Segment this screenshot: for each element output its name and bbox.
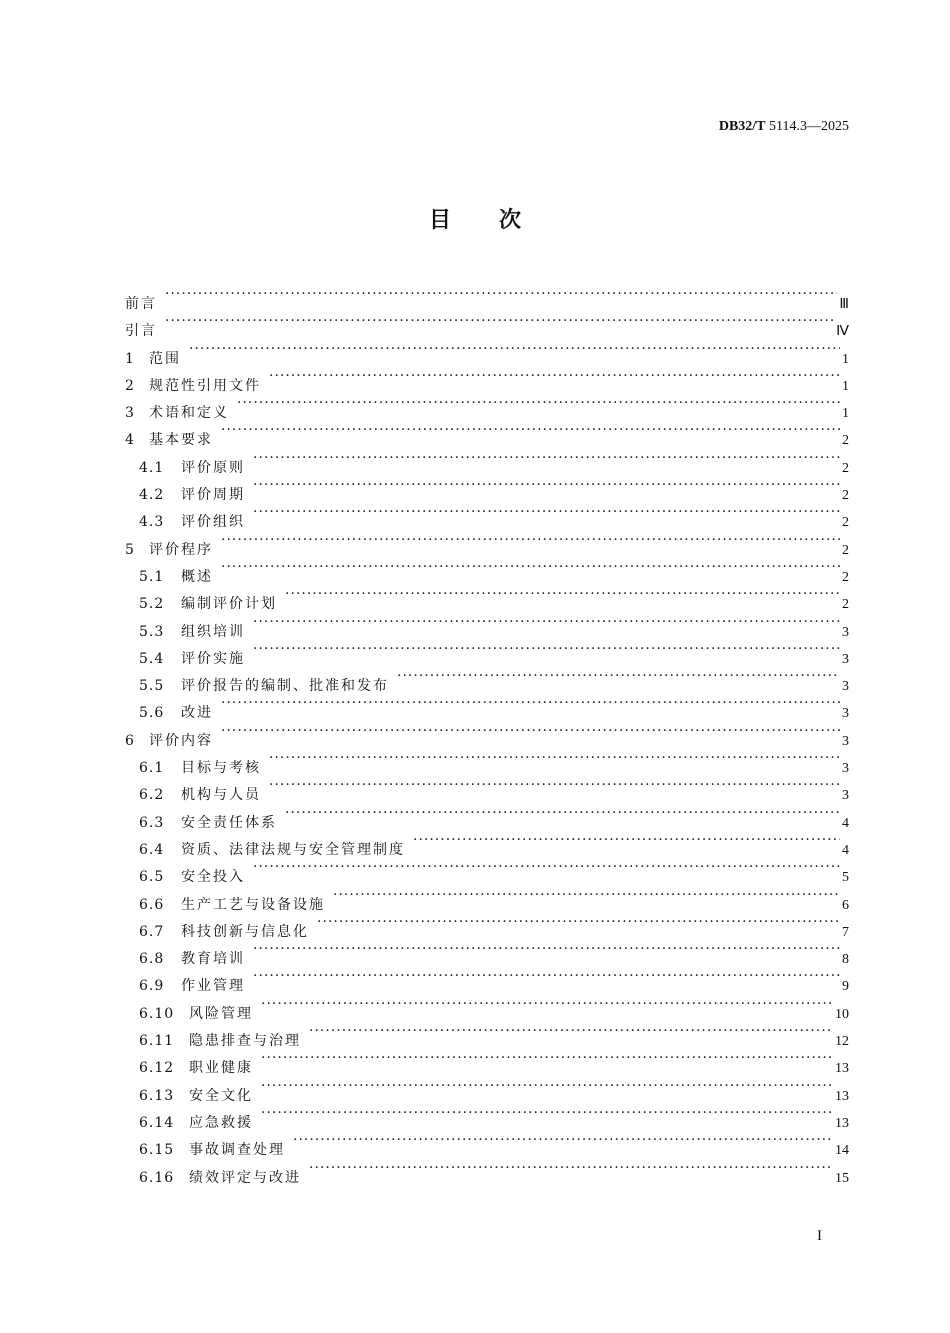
toc-leader-dots bbox=[237, 390, 840, 417]
toc-entry-label: 应急救援 bbox=[189, 1114, 253, 1131]
toc-entry-label: 基本要求 bbox=[149, 432, 213, 449]
toc-entry-number: 6 bbox=[125, 732, 135, 749]
toc-entry[interactable] bbox=[125, 363, 849, 394]
toc-entry-number: 5.3 bbox=[139, 623, 165, 640]
toc-entry-label: 职业健康 bbox=[189, 1060, 253, 1077]
toc-entry-label: 评价程序 bbox=[149, 541, 213, 558]
toc-leader-dots bbox=[309, 1018, 833, 1045]
toc-entry-number: 6.12 bbox=[139, 1060, 175, 1077]
toc-entry-page: 3 bbox=[842, 733, 849, 749]
toc-entry-number: 4.2 bbox=[139, 487, 165, 504]
toc-leader-dots bbox=[309, 1155, 833, 1182]
toc-entry-label: 事故调查处理 bbox=[189, 1142, 285, 1159]
toc-entry-page: 1 bbox=[842, 406, 849, 422]
page-number: I bbox=[817, 1228, 822, 1244]
toc-leader-dots bbox=[261, 991, 833, 1018]
toc-entry-number: 6.2 bbox=[139, 787, 165, 804]
toc-entry-label: 组织培训 bbox=[181, 623, 245, 640]
toc-entry-page: 3 bbox=[842, 651, 849, 667]
toc-entry-label: 规范性引用文件 bbox=[149, 377, 261, 394]
toc-entry-page: 10 bbox=[835, 1006, 849, 1022]
toc-entry-number: 5.5 bbox=[139, 678, 165, 695]
toc-entry-number: 5.4 bbox=[139, 650, 165, 667]
toc-entry-number: 6.14 bbox=[139, 1114, 175, 1131]
toc-entry-page: 4 bbox=[842, 842, 849, 858]
toc-entry-number: 6.8 bbox=[139, 951, 165, 968]
toc-entry-page: 3 bbox=[842, 624, 849, 640]
toc-entry-number: 6.11 bbox=[139, 1033, 175, 1050]
toc-leader-dots bbox=[261, 1073, 833, 1100]
toc-entry-label: 绩效评定与改进 bbox=[189, 1169, 301, 1186]
toc-leader-dots bbox=[253, 963, 840, 990]
document-code-series: 32/T bbox=[738, 119, 766, 134]
toc-title: 目次 bbox=[428, 208, 569, 233]
toc-entry[interactable] bbox=[125, 445, 849, 476]
toc-entry-page: 15 bbox=[835, 1170, 849, 1186]
toc-entry-label: 引言 bbox=[125, 323, 157, 340]
toc-leader-dots bbox=[253, 636, 840, 663]
toc-entry[interactable] bbox=[125, 690, 849, 722]
toc-leader-dots bbox=[221, 417, 840, 444]
toc-entry-number: 6.3 bbox=[139, 814, 165, 831]
toc-entry-label: 科技创新与信息化 bbox=[181, 923, 309, 940]
toc-entry-number: 6.16 bbox=[139, 1169, 175, 1186]
toc-entry-page: 8 bbox=[842, 952, 849, 968]
document-code-prefix: DB bbox=[718, 119, 739, 134]
toc-entry-page: 2 bbox=[842, 515, 849, 531]
toc-entry-page: 9 bbox=[842, 979, 849, 995]
toc-entry-page: 1 bbox=[842, 378, 849, 394]
toc-entry-label: 评价周期 bbox=[181, 487, 245, 504]
toc-entry-label: 风险管理 bbox=[189, 1005, 253, 1022]
toc-entry-page: 4 bbox=[842, 815, 849, 831]
toc-entry-number: 6.9 bbox=[139, 978, 165, 995]
toc-entry-page: 2 bbox=[842, 433, 849, 449]
toc-entry-label: 前言 bbox=[125, 296, 157, 312]
toc-entry-number: 2 bbox=[125, 377, 135, 394]
toc-entry-label: 目标与考核 bbox=[181, 760, 261, 777]
toc-leader-dots bbox=[221, 554, 840, 581]
toc-leader-dots bbox=[221, 690, 840, 717]
toc-leader-dots bbox=[285, 800, 840, 827]
toc-entry-page: 12 bbox=[835, 1034, 849, 1050]
table-of-contents bbox=[125, 281, 849, 1186]
document-code bbox=[719, 119, 849, 135]
toc-entry-number: 6.6 bbox=[139, 896, 165, 913]
toc-entry-label: 隐患排查与治理 bbox=[189, 1033, 301, 1050]
toc-entry-label: 安全投入 bbox=[181, 869, 245, 886]
toc-leader-dots bbox=[253, 445, 840, 472]
toc-leader-dots bbox=[317, 909, 840, 936]
toc-entry-page: 2 bbox=[842, 460, 849, 476]
toc-entry-number: 3 bbox=[125, 405, 135, 422]
toc-entry-number: 5.1 bbox=[139, 568, 165, 585]
toc-entry-page: 3 bbox=[842, 788, 849, 804]
toc-entry-page: 3 bbox=[842, 706, 849, 722]
toc-entry-page: Ⅲ bbox=[839, 297, 849, 312]
toc-leader-dots bbox=[293, 1127, 833, 1154]
toc-entry-label: 生产工艺与设备设施 bbox=[181, 896, 325, 913]
document-code-number: 5114.3—2025 bbox=[765, 119, 849, 134]
toc-leader-dots bbox=[253, 499, 840, 526]
toc-entry-number: 6.13 bbox=[139, 1087, 175, 1104]
toc-entry-number: 1 bbox=[125, 350, 135, 367]
toc-entry-number: 4.1 bbox=[139, 459, 165, 476]
toc-entry-number: 5.2 bbox=[139, 596, 165, 613]
toc-leader-dots bbox=[397, 663, 840, 690]
toc-entry-page: 2 bbox=[842, 542, 849, 558]
toc-leader-dots bbox=[253, 936, 840, 963]
toc-leader-dots bbox=[165, 308, 834, 335]
toc-entry[interactable] bbox=[125, 308, 849, 340]
toc-entry-page: Ⅳ bbox=[836, 324, 849, 340]
toc-entry[interactable] bbox=[125, 745, 849, 777]
toc-leader-dots bbox=[269, 363, 840, 390]
toc-entry-page: 14 bbox=[835, 1143, 849, 1159]
toc-leader-dots bbox=[253, 609, 840, 636]
toc-entry-page: 3 bbox=[842, 679, 849, 695]
toc-leader-dots bbox=[261, 1100, 833, 1127]
toc-entry-number: 6.7 bbox=[139, 923, 165, 940]
toc-leader-dots bbox=[269, 745, 840, 772]
toc-entry-page: 2 bbox=[842, 488, 849, 504]
toc-entry-label: 改进 bbox=[181, 705, 213, 722]
toc-entry-label: 范围 bbox=[149, 350, 181, 367]
toc-entry-page: 13 bbox=[835, 1088, 849, 1104]
toc-entry-label: 安全责任体系 bbox=[181, 814, 277, 831]
toc-entry-label: 评价内容 bbox=[149, 732, 213, 749]
toc-entry-label: 评价组织 bbox=[181, 514, 245, 531]
toc-entry-number: 4 bbox=[125, 432, 135, 449]
toc-leader-dots bbox=[333, 882, 840, 909]
toc-entry-page: 13 bbox=[835, 1115, 849, 1131]
toc-entry-number: 6.5 bbox=[139, 869, 165, 886]
toc-entry-number: 5 bbox=[125, 541, 135, 558]
toc-entry[interactable] bbox=[125, 554, 849, 585]
toc-entry[interactable] bbox=[125, 581, 849, 613]
toc-entry-number: 6.4 bbox=[139, 841, 165, 858]
toc-entry-label: 编制评价计划 bbox=[181, 596, 277, 613]
toc-entry[interactable] bbox=[125, 417, 849, 449]
toc-entry-label: 作业管理 bbox=[181, 978, 245, 995]
toc-entry-label: 术语和定义 bbox=[149, 405, 229, 422]
toc-entry[interactable] bbox=[125, 336, 849, 367]
toc-entry-page: 3 bbox=[842, 761, 849, 777]
toc-entry-label: 资质、法律法规与安全管理制度 bbox=[181, 841, 405, 858]
toc-entry-label: 评价实施 bbox=[181, 650, 245, 667]
toc-leader-dots bbox=[269, 772, 840, 799]
toc-leader-dots bbox=[165, 281, 837, 308]
toc-entry-number: 6.10 bbox=[139, 1005, 175, 1022]
toc-entry-page: 13 bbox=[835, 1061, 849, 1077]
toc-entry-label: 安全文化 bbox=[189, 1087, 253, 1104]
toc-leader-dots bbox=[413, 827, 840, 854]
toc-entry-page: 5 bbox=[842, 870, 849, 886]
toc-entry-page: 2 bbox=[842, 569, 849, 585]
toc-entry[interactable] bbox=[125, 281, 849, 312]
toc-leader-dots bbox=[221, 718, 840, 745]
toc-entry-label: 机构与人员 bbox=[181, 787, 261, 804]
toc-entry-number: 6.1 bbox=[139, 760, 165, 777]
toc-leader-dots bbox=[221, 527, 840, 554]
toc-entry-number: 5.6 bbox=[139, 705, 165, 722]
toc-entry-label: 评价原则 bbox=[181, 459, 245, 476]
toc-entry-page: 6 bbox=[842, 897, 849, 913]
toc-leader-dots bbox=[285, 581, 840, 608]
toc-leader-dots bbox=[189, 336, 840, 363]
toc-entry-page: 2 bbox=[842, 597, 849, 613]
toc-entry-page: 1 bbox=[842, 351, 849, 367]
toc-leader-dots bbox=[253, 854, 840, 881]
toc-entry[interactable] bbox=[125, 527, 849, 558]
toc-leader-dots bbox=[261, 1045, 833, 1072]
toc-entry-label: 概述 bbox=[181, 568, 213, 585]
toc-entry-page: 7 bbox=[842, 924, 849, 940]
toc-entry-number: 6.15 bbox=[139, 1142, 175, 1159]
toc-entry-label: 教育培训 bbox=[181, 951, 245, 968]
toc-entry-label: 评价报告的编制、批准和发布 bbox=[181, 678, 389, 695]
toc-leader-dots bbox=[253, 472, 840, 499]
toc-entry[interactable] bbox=[125, 718, 849, 749]
toc-entry-number: 4.3 bbox=[139, 514, 165, 531]
